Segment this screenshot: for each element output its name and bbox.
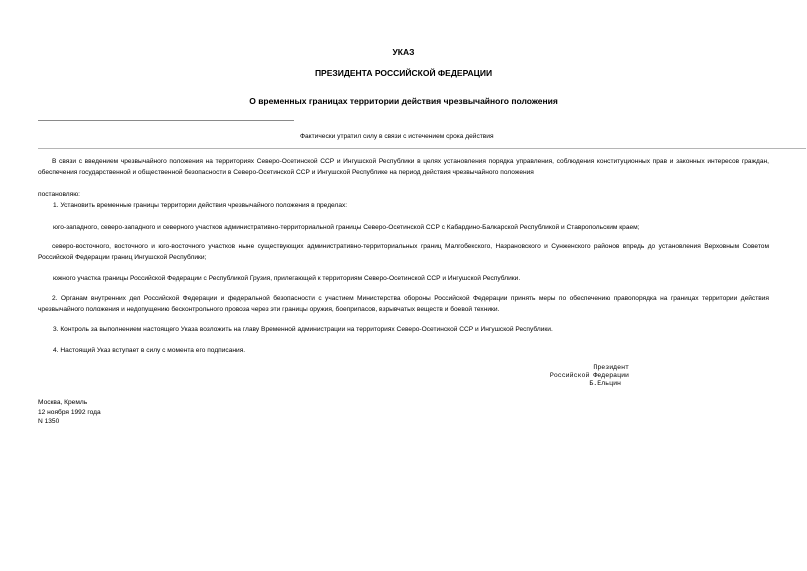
decree-word: постановляю: [38,191,81,198]
document-title: О временных границах территории действия чрезвычайного положения [249,96,558,106]
item-2: 2. Органам внутренних дел Российской Федерации и федеральной безопасности с участием Министерства обороны Российской Федерации принять меры по обеспечению правопорядка на границах территории действия чрезвычайного положения и недопущению бесконтрольного провоза через эти границы оружия, боеприпасов, взрывчатых веществ и боевой техники. [38,295,769,313]
status-note: Фактически утратил силу в связи с истечением срока действия [300,133,494,140]
signature-title: Президент [593,364,629,371]
issuer-heading: ПРЕЗИДЕНТА РОССИЙСКОЙ ФЕДЕРАЦИИ [314,68,493,78]
divider-long [38,148,806,149]
item-1-subitem-b: северо-восточного, восточного и юго-восточного участков ныне существующих административно-территориальных границ Малгобекского, Назрановского и Сунженского районов впредь до установления Верховным Советом Российской Федерации границ Ингушской Республики; [38,243,769,261]
document-number: N 1350 [38,418,60,425]
signature-name: Б.Ельцин [589,380,621,387]
item-3: 3. Контроль за выполнением настоящего Указа возложить на главу Временной администрации на территориях Северо-Осетинской ССР и Ингушской Республики. [53,326,553,333]
signing-date: 12 ноября 1992 года [38,409,101,416]
item-1-subitem-c: южного участка границы Российской Федерации с Республикой Грузия, прилегающей к территориям Северо-Осетинской ССР и Ингушской Республики. [53,275,521,282]
item-1: 1. Установить временные границы территории действия чрезвычайного положения в пределах: [53,202,348,209]
divider-short [38,120,294,121]
signing-place: Москва, Кремль [38,399,88,406]
document-type-heading: УКАЗ [392,47,415,57]
signature-office: Российской Федерации [549,372,629,379]
item-4: 4. Настоящий Указ вступает в силу с момента его подписания. [53,347,246,354]
preamble-paragraph: В связи с введением чрезвычайного положения на территориях Северо-Осетинской ССР и Ингушской Республики в целях установления порядка управления, соблюдения конституционных прав и законных интересов граждан, обеспечения государственной и общественной безопасности в Северо-Осетинской ССР и Ингушской Республике на период действия чрезвычайного положения [38,158,769,176]
item-1-subitem-a: юго-западного, северо-западного и северного участков административно-территориальной границы Северо-Осетинской ССР с Кабардино-Балкарской Республикой и Ставропольским краем; [53,224,640,231]
